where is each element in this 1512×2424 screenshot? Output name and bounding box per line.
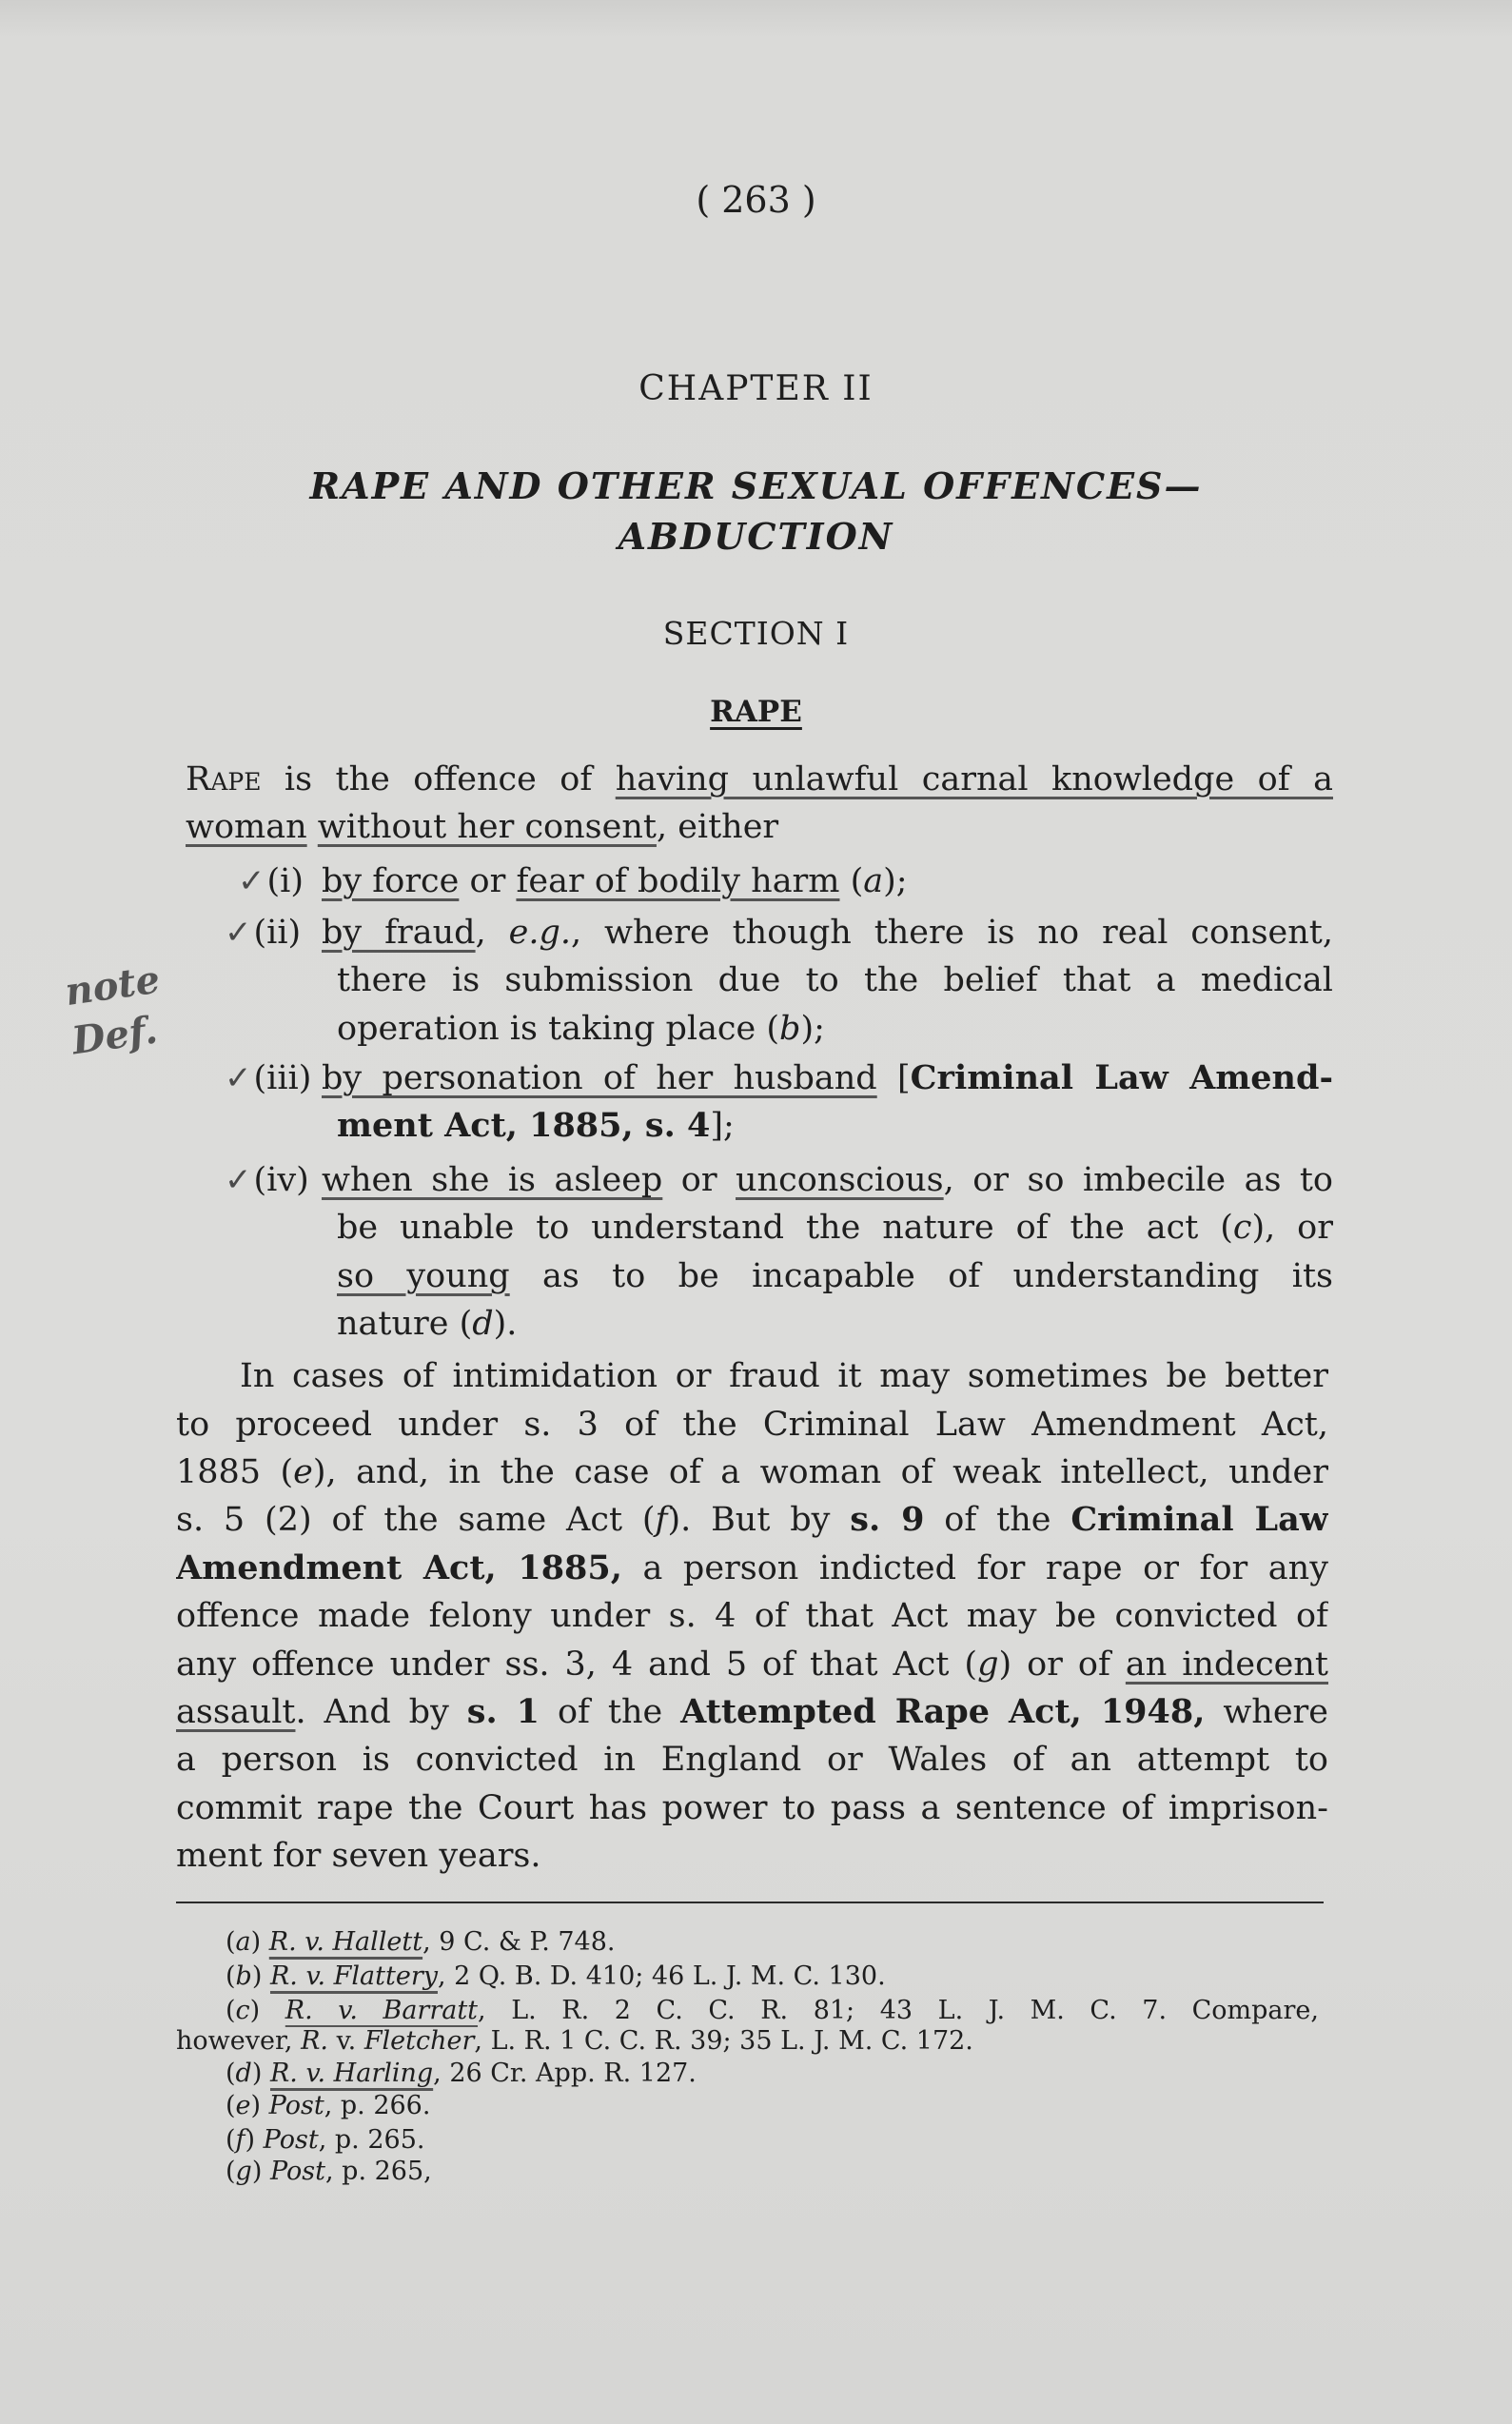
text-run: or (459, 862, 517, 900)
text-run: c (235, 1996, 250, 2025)
text-run: commit rape the Court has power to pass a sentence of imprison- (176, 1789, 1328, 1827)
footnote-divider (176, 1902, 1324, 1903)
check-mark-icon: ✓ (225, 1161, 252, 1199)
text-run: ) (251, 1961, 270, 1991)
text-run: where (1205, 1693, 1328, 1731)
text-run: ) or of (998, 1646, 1126, 1684)
text-run: e (235, 2091, 251, 2120)
text-run: having unlawful carnal knowledge of a (615, 760, 1333, 798)
text-run: , (475, 914, 509, 952)
margin-note-line: Def. (69, 1007, 161, 1064)
text-run: offence made felony under s. 4 of that Act may be convicted of (176, 1597, 1328, 1635)
text-line (337, 1300, 1333, 1348)
text-line (176, 1688, 1328, 1736)
text-run: , 26 Cr. App. R. 127. (433, 2059, 697, 2088)
text-run: ) (251, 2059, 270, 2088)
text-run: ( (226, 1961, 236, 1991)
text-run: of the (540, 1693, 681, 1731)
text-run: b (779, 1010, 801, 1048)
text-run: R. v. Barratt (285, 1996, 479, 2025)
text-line (322, 1156, 1333, 1204)
text-run: a person is convicted in England or Wales of an attempt to (176, 1741, 1328, 1779)
text-run: s. 5 (2) of the same Act ( (176, 1501, 656, 1539)
footnote (226, 1961, 1323, 1993)
text-run: ( (226, 2125, 236, 2155)
text-run: Post (268, 2091, 324, 2120)
text-run: In cases of intimidation or fraud it may sometimes be better (240, 1357, 1328, 1395)
text-run: or (662, 1161, 736, 1199)
text-run: f (655, 1501, 668, 1539)
footnote (226, 2124, 1323, 2157)
text-run: to proceed under s. 3 of the Criminal Law Amendment Act, (176, 1406, 1328, 1444)
text-line (240, 1352, 1328, 1400)
text-run: R. v. Harling (269, 2059, 434, 2088)
text-run: g (977, 1646, 999, 1684)
text-run: e (293, 1453, 313, 1491)
text-run: 1885 ( (176, 1453, 294, 1491)
text-run: Criminal Law (1070, 1500, 1328, 1539)
text-run: ( (226, 1927, 236, 1957)
text-run: R. v. Flattery (269, 1961, 438, 1991)
text-run: so young (337, 1257, 510, 1295)
text-run: . And by (295, 1693, 467, 1731)
text-run: , p. 265. (318, 2125, 425, 2155)
text-line (176, 1641, 1328, 1688)
text-run: a (863, 862, 884, 900)
text-run: e.g. (508, 914, 572, 952)
chapter-heading: CHAPTER II (638, 369, 874, 408)
footnote (226, 2156, 1323, 2188)
text-run: unconscious (736, 1161, 944, 1199)
text-run: assault (176, 1693, 296, 1731)
text-run: , 2 Q. B. D. 410; 46 L. J. M. C. 130. (437, 1961, 886, 1991)
text-line (322, 857, 1333, 905)
text-run: a person indicted for rape or for any (621, 1549, 1328, 1587)
text-run: ) (250, 1927, 269, 1957)
check-mark-icon: ✓ (238, 862, 265, 900)
text-line (337, 1005, 1333, 1053)
text-line (176, 1784, 1328, 1832)
text-run (307, 808, 318, 846)
footnote (176, 2025, 1323, 2058)
text-run: ment for seven years. (176, 1837, 541, 1875)
page-number: ( 263 ) (696, 179, 816, 221)
text-run: f (235, 2125, 245, 2155)
list-marker-label: (i) (266, 862, 304, 900)
text-run: ( (226, 2091, 236, 2120)
text-run: by fraud (322, 914, 476, 952)
text-run: ) (250, 2091, 269, 2120)
list-marker (225, 1156, 309, 1204)
footnote (226, 1995, 1319, 2027)
text-run: b (235, 1961, 252, 1991)
text-run: be unable to understand the nature of the act ( (337, 1209, 1233, 1247)
text-run: [ (876, 1059, 911, 1097)
text-run: , L. R. 2 C. C. R. 81; 43 L. J. M. C. 7. Compare, (478, 1996, 1319, 2025)
text-run: ( (839, 862, 864, 900)
text-run: c (1232, 1209, 1252, 1247)
text-run: Post (269, 2157, 326, 2186)
text-line (176, 1736, 1328, 1784)
text-line (176, 1832, 1328, 1880)
text-run: R. (301, 2026, 328, 2056)
text-run: ), or (1251, 1209, 1333, 1247)
text-run: ), and, in the case of a woman of weak intellect, under (312, 1453, 1328, 1491)
text-line (176, 1401, 1328, 1448)
text-run: , p. 266. (324, 2091, 431, 2120)
text-run: ) (245, 2125, 264, 2155)
check-mark-icon: ✓ (225, 914, 252, 952)
handwritten-margin-note (62, 956, 169, 1067)
text-run: by force (322, 862, 460, 900)
text-line (337, 1252, 1333, 1300)
chapter-title-line-2: ABDUCTION (618, 515, 894, 558)
text-run: s. 1 (466, 1692, 540, 1731)
list-marker-label: (ii) (253, 914, 302, 952)
text-run: ( (226, 2157, 236, 2186)
text-run: ); (800, 1010, 825, 1048)
text-run: d (235, 2059, 252, 2088)
text-run: g (235, 2157, 252, 2186)
text-run: , p. 265, (325, 2157, 432, 2186)
text-run: when she is asleep (322, 1161, 663, 1199)
section-heading: SECTION I (662, 615, 850, 652)
text-line (322, 1054, 1333, 1102)
text-line (337, 956, 1333, 1004)
text-run: Amendment Act, 1885, (176, 1548, 622, 1587)
text-run: however, (176, 2026, 302, 2056)
text-run: ) (249, 1996, 285, 2025)
text-run: Attempted Rape Act, 1948, (680, 1692, 1206, 1731)
text-run: d (472, 1305, 494, 1343)
text-run: ( (226, 1996, 236, 2025)
text-run: Criminal Law Amend- (910, 1058, 1333, 1097)
footnote (226, 1926, 1323, 1959)
text-line (176, 1592, 1328, 1640)
text-line (186, 756, 1333, 803)
text-run: ) (251, 2157, 270, 2186)
text-run: ]; (710, 1107, 735, 1145)
text-run: , either (656, 808, 779, 846)
text-line (176, 1448, 1328, 1496)
footnote (226, 2058, 1323, 2090)
text-run: operation is taking place ( (337, 1010, 780, 1048)
list-marker (225, 909, 301, 956)
text-run: , where though there is no real consent, (571, 914, 1333, 952)
text-run: of the (924, 1501, 1071, 1539)
list-marker (225, 1054, 311, 1102)
list-marker-label: (iii) (253, 1059, 312, 1097)
text-run: ). (493, 1305, 518, 1343)
text-run: a (235, 1927, 251, 1957)
text-run: s. 9 (850, 1500, 925, 1539)
text-run: , 9 C. & P. 748. (422, 1927, 616, 1957)
text-line (176, 1496, 1328, 1544)
text-run: there is submission due to the belief that a medical (337, 961, 1333, 999)
text-line (322, 909, 1333, 956)
text-line (337, 1102, 1333, 1150)
text-run: woman (186, 808, 307, 846)
text-run: ); (883, 862, 908, 900)
text-run: v. (328, 2026, 364, 2056)
text-run: as to be incapable of understanding its (509, 1257, 1333, 1295)
text-run: without her consent (317, 808, 657, 846)
list-marker (238, 857, 304, 905)
text-run: Fletcher (363, 2026, 475, 2056)
footnote (226, 2090, 1323, 2122)
text-run: R. v. Hallett (268, 1927, 423, 1957)
text-run: any offence under ss. 3, 4 and 5 of that Act ( (176, 1646, 978, 1684)
text-run: ment Act, 1885, s. 4 (337, 1106, 711, 1145)
text-run: Post (263, 2125, 319, 2155)
chapter-title-line-1: RAPE AND OTHER SEXUAL OFFENCES— (309, 464, 1203, 507)
text-run: , or so imbecile as to (943, 1161, 1333, 1199)
check-mark-icon: ✓ (225, 1059, 252, 1097)
subheading-text: RAPE (710, 695, 802, 729)
text-run: Rape (186, 760, 262, 798)
text-run: is the offence of (261, 760, 616, 798)
text-run: , L. R. 1 C. C. R. 39; 35 L. J. M. C. 172. (474, 2026, 973, 2056)
text-run: ( (226, 2059, 236, 2088)
text-run: fear of bodily harm (516, 862, 840, 900)
margin-note-line: note (62, 956, 163, 1015)
subheading (0, 695, 1512, 729)
text-run: by personation of her husband (322, 1059, 877, 1097)
text-run: nature ( (337, 1305, 473, 1343)
text-line (337, 1204, 1333, 1251)
text-run: an indecent (1125, 1646, 1328, 1684)
text-line (176, 1545, 1328, 1592)
text-line (186, 803, 1333, 851)
text-run: ). But by (667, 1501, 851, 1539)
list-marker-label: (iv) (253, 1161, 309, 1199)
